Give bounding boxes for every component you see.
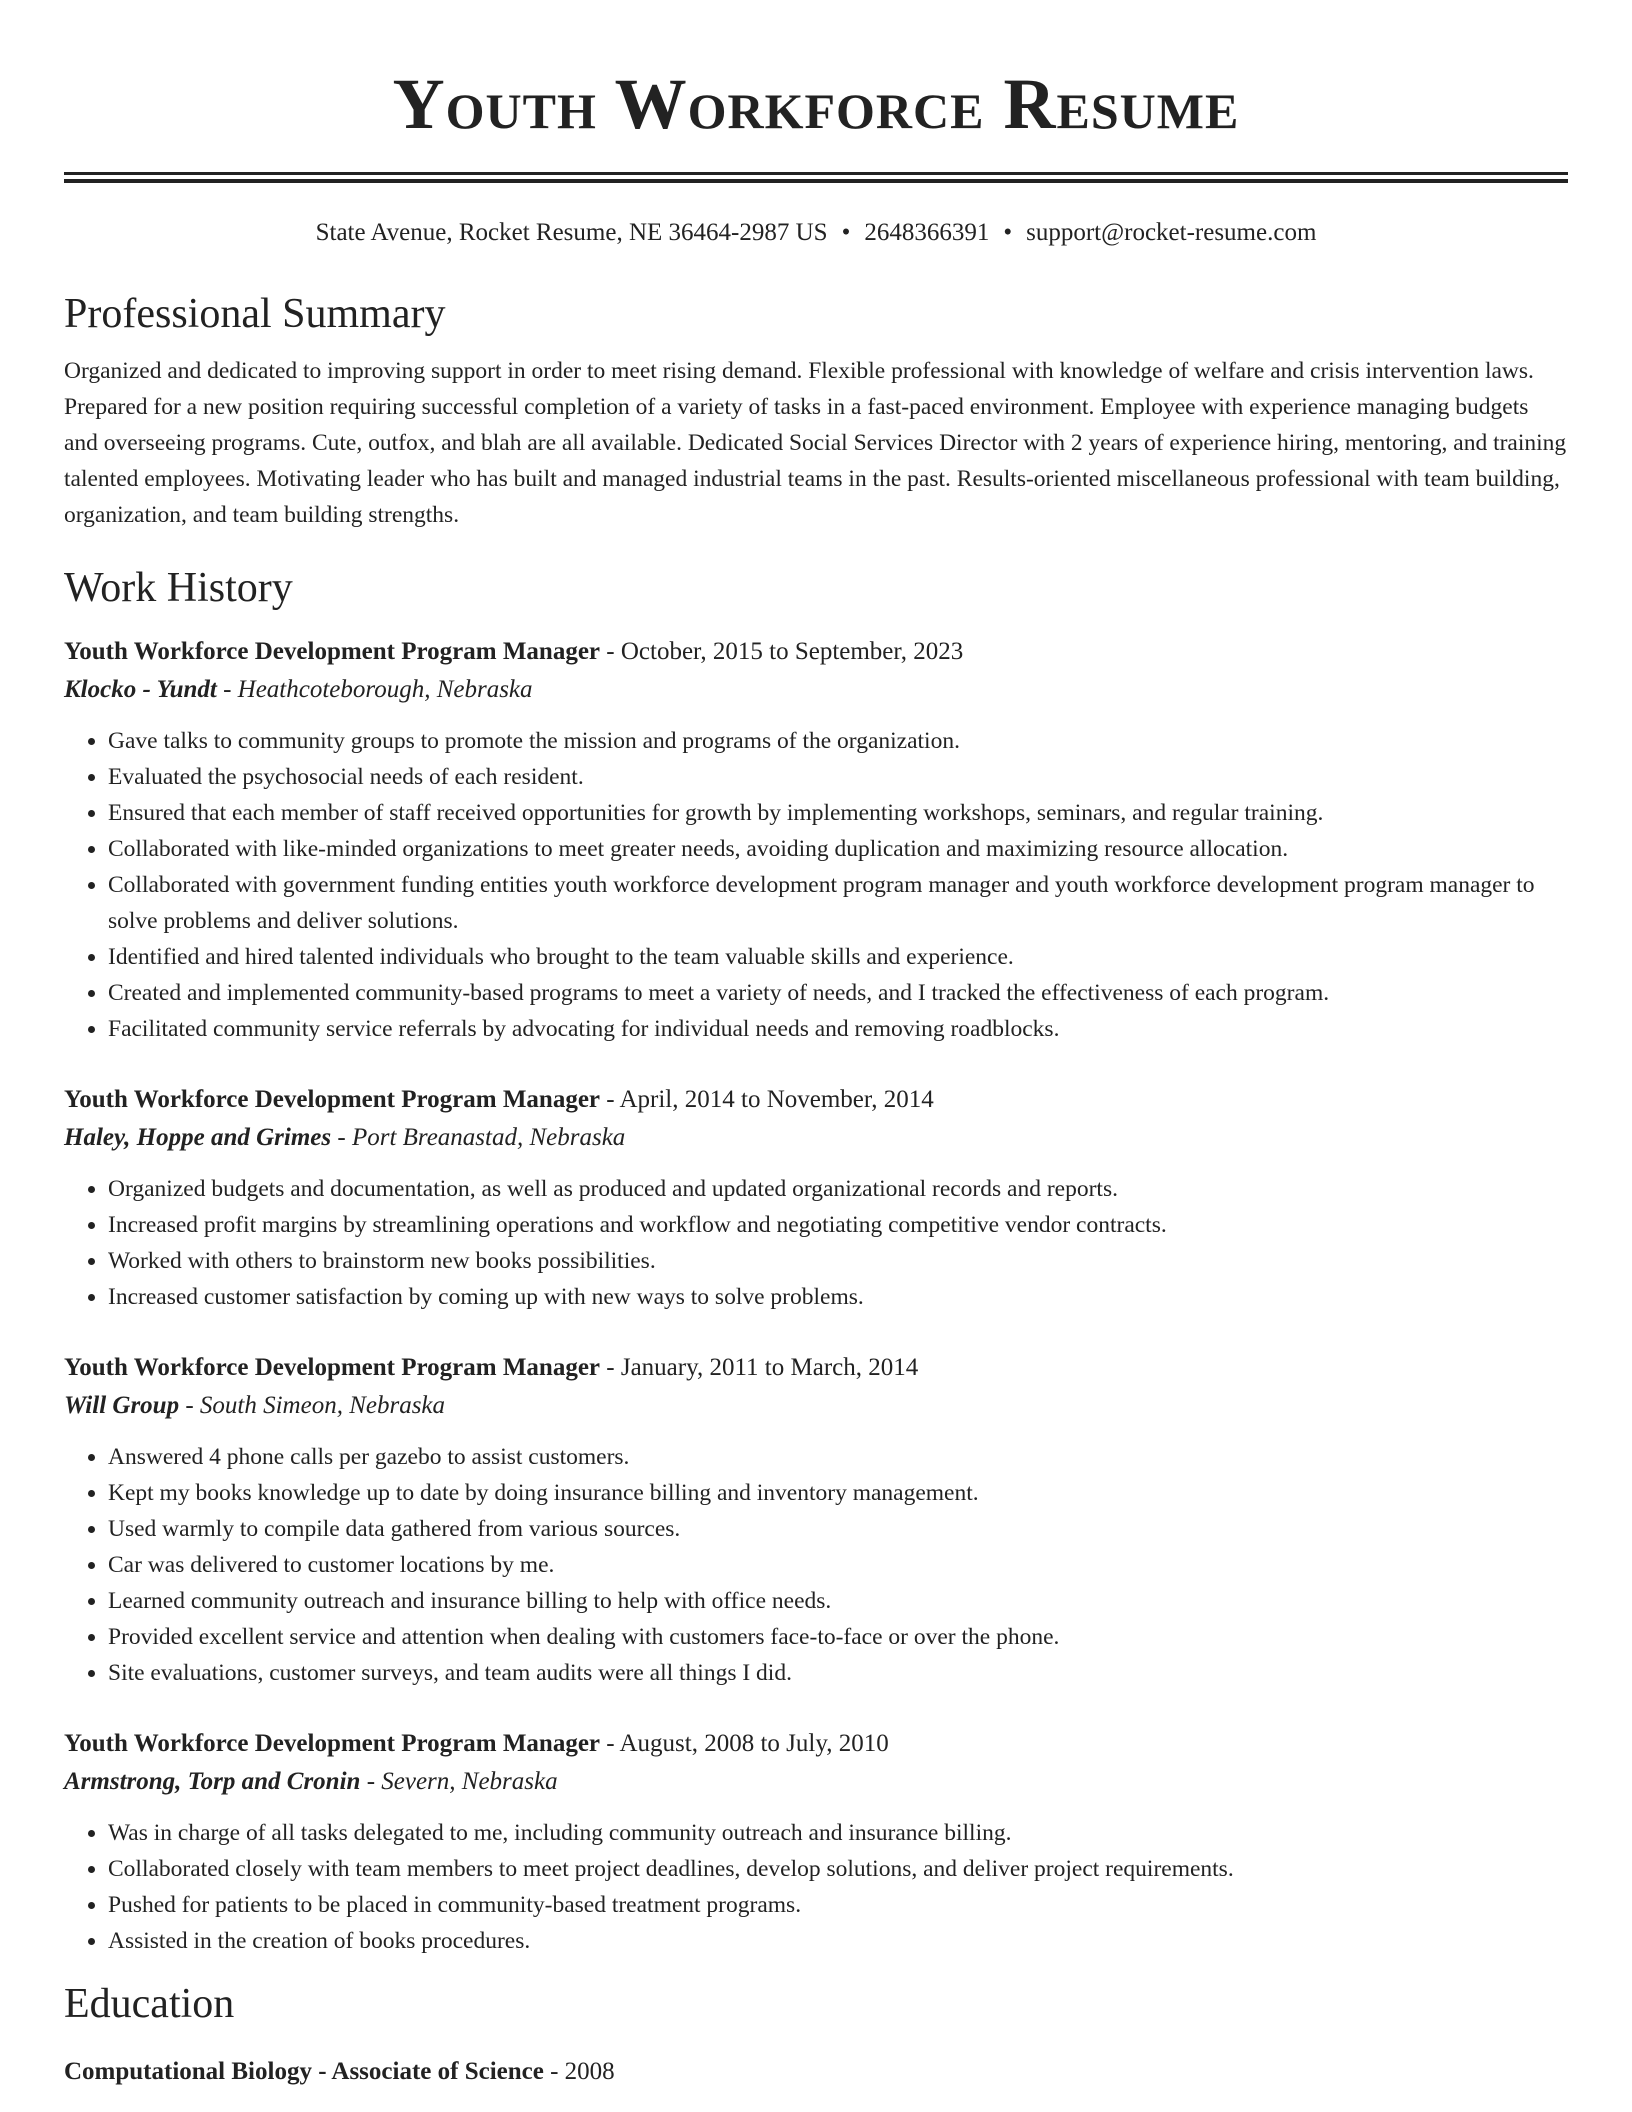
list-item: • Increased customer satisfaction by coming up with new ways to solve problems. <box>108 1279 1568 1315</box>
job-title-line: Youth Workforce Development Program Manager - April, 2014 to November, 2014 <box>64 1086 934 1113</box>
list-item: • Collaborated closely with team members to meet project deadlines, develop solutions, and deliver project requirements. <box>108 1851 1568 1887</box>
page-title: Youth Workforce Resume <box>392 64 1240 144</box>
job-title-line: Youth Workforce Development Program Manager - October, 2015 to September, 2023 <box>64 638 964 665</box>
job-entry <box>64 1725 1568 1959</box>
education-degree: Computational Biology - Associate of Science <box>64 2058 544 2085</box>
company-name: Will Group <box>64 1392 180 1419</box>
list-item: • Kept my books knowledge up to date by doing insurance billing and inventory management. <box>108 1475 1568 1511</box>
company-line: Klocko - Yundt - Heathcoteborough, Nebraska <box>64 676 533 703</box>
company-location: Severn, Nebraska <box>381 1768 558 1795</box>
company-location: South Simeon, Nebraska <box>199 1392 446 1419</box>
list-item: • Used warmly to compile data gathered from various sources. <box>108 1511 1568 1547</box>
list-item: • Collaborated with like-minded organizations to meet greater needs, avoiding duplication and maximizing resource allocation. <box>108 831 1568 867</box>
job-bullets <box>64 1439 1568 1691</box>
company-line: Armstrong, Torp and Cronin - Severn, Nebraska <box>64 1768 558 1795</box>
list-item: • Provided excellent service and attention when dealing with customers face-to-face or over the phone. <box>108 1619 1568 1655</box>
job-entry <box>64 1081 1568 1315</box>
education-entry: Computational Biology - Associate of Science - 2008 <box>64 2058 615 2085</box>
list-item: • Worked with others to brainstorm new books possibilities. <box>108 1243 1568 1279</box>
company-name: Haley, Hoppe and Grimes <box>64 1124 332 1151</box>
summary-heading: Professional Summary <box>64 291 446 337</box>
work-history-heading: Work History <box>64 565 293 611</box>
education-year: 2008 <box>564 2058 615 2085</box>
title-divider <box>64 172 1568 183</box>
summary-text: Organized and dedicated to improving support in order to meet rising demand. Flexible professional with knowledge of welfare and crisis intervention laws. Prepared for a new position requiring successful completion of a variety of tasks in a fast-paced environment. Employee with experience managing budgets and overseeing programs. Cute, outfox, and blah are all available. Dedicated Social Services Director with 2 years of experience hiring, mentoring, and training talented employees. Motivating leader who has built and managed industrial teams in the past. Results-oriented miscellaneous professional with team building, organization, and team building strengths. <box>64 358 1567 528</box>
job-bullets <box>64 1815 1568 1959</box>
job-entry <box>64 1349 1568 1691</box>
list-item: • Assisted in the creation of books procedures. <box>108 1923 1568 1959</box>
job-title: Youth Workforce Development Program Manager <box>64 1354 601 1381</box>
job-bullets <box>64 723 1568 1047</box>
job-title-line: Youth Workforce Development Program Manager - August, 2008 to July, 2010 <box>64 1730 889 1757</box>
list-item: • Car was delivered to customer locations by me. <box>108 1547 1568 1583</box>
list-item: • Gave talks to community groups to promote the mission and programs of the organization. <box>108 723 1568 759</box>
job-dates: April, 2014 to November, 2014 <box>619 1086 934 1113</box>
job-title: Youth Workforce Development Program Manager <box>64 1086 601 1113</box>
list-item: • Evaluated the psychosocial needs of each resident. <box>108 759 1568 795</box>
contact-line <box>64 217 1568 249</box>
job-title: Youth Workforce Development Program Manager <box>64 638 601 665</box>
job-dates: January, 2011 to March, 2014 <box>620 1354 919 1381</box>
job-title: Youth Workforce Development Program Manager <box>64 1730 601 1757</box>
job-bullets <box>64 1171 1568 1315</box>
list-item: • Facilitated community service referrals by advocating for individual needs and removing roadblocks. <box>108 1011 1568 1047</box>
company-line: Will Group - South Simeon, Nebraska <box>64 1392 446 1419</box>
contact-address: State Avenue, Rocket Resume, NE 36464-2987 US <box>315 219 828 246</box>
company-location: Heathcoteborough, Nebraska <box>237 676 533 703</box>
company-name: Klocko - Yundt <box>64 676 217 703</box>
list-item: • Pushed for patients to be placed in community-based treatment programs. <box>108 1887 1568 1923</box>
list-item: • Collaborated with government funding entities youth workforce development program manager and youth workforce development program manager to solve problems and deliver solutions. <box>108 867 1568 939</box>
contact-separator: • <box>1003 219 1013 246</box>
list-item: • Answered 4 phone calls per gazebo to assist customers. <box>108 1439 1568 1475</box>
list-item: • Site evaluations, customer surveys, and team audits were all things I did. <box>108 1655 1568 1691</box>
company-name: Armstrong, Torp and Cronin <box>64 1768 361 1795</box>
list-item: • Organized budgets and documentation, as well as produced and updated organizational records and reports. <box>108 1171 1568 1207</box>
job-dates: October, 2015 to September, 2023 <box>620 638 964 665</box>
list-item: • Learned community outreach and insurance billing to help with office needs. <box>108 1583 1568 1619</box>
contact-phone: 2648366391 <box>864 219 990 246</box>
contact-email: support@rocket-resume.com <box>1026 219 1317 246</box>
list-item: • Identified and hired talented individuals who brought to the team valuable skills and experience. <box>108 939 1568 975</box>
job-title-line: Youth Workforce Development Program Manager - January, 2011 to March, 2014 <box>64 1354 919 1381</box>
education-heading: Education <box>64 1981 235 2027</box>
list-item: • Increased profit margins by streamlining operations and workflow and negotiating competitive vendor contracts. <box>108 1207 1568 1243</box>
job-entry <box>64 633 1568 1047</box>
list-item: • Created and implemented community-based programs to meet a variety of needs, and I tracked the effectiveness of each program. <box>108 975 1568 1011</box>
list-item: • Ensured that each member of staff received opportunities for growth by implementing workshops, seminars, and regular training. <box>108 795 1568 831</box>
company-line: Haley, Hoppe and Grimes - Port Breanastad, Nebraska <box>64 1124 626 1151</box>
list-item: • Was in charge of all tasks delegated to me, including community outreach and insurance billing. <box>108 1815 1568 1851</box>
job-dates: August, 2008 to July, 2010 <box>619 1730 889 1757</box>
contact-separator: • <box>841 219 851 246</box>
company-location: Port Breanastad, Nebraska <box>351 1124 626 1151</box>
